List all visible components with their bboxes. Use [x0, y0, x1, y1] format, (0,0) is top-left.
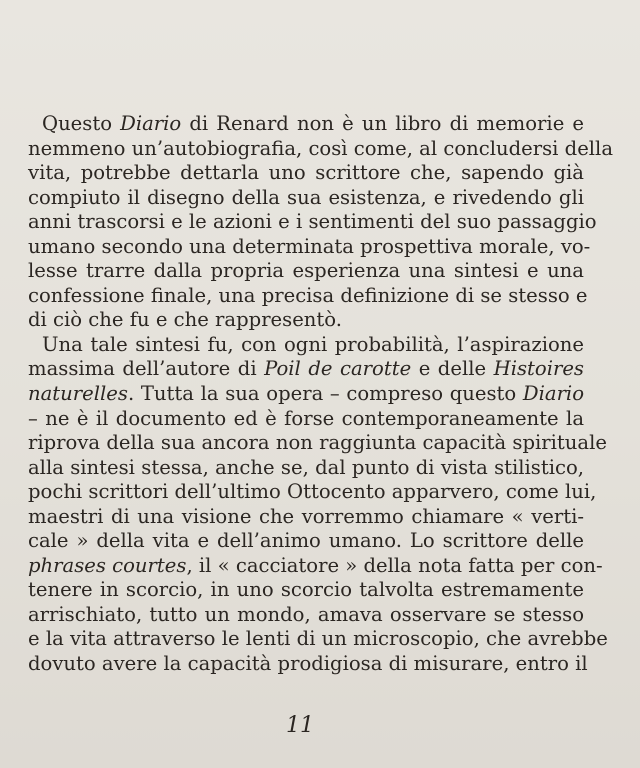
text-run: lesse trarre dalla propria esperienza una sintesi e una	[28, 259, 584, 283]
text-run: Questo	[42, 112, 121, 135]
text-run: riprova della sua ancora non raggiunta capacità spirituale	[28, 431, 607, 455]
text-run: di ciò che fu e che rappresentò.	[28, 308, 342, 332]
text-line	[28, 652, 588, 677]
text-run: vita, potrebbe dettarla uno scrittore che, sapendo già	[28, 161, 584, 185]
text-run: e delle	[411, 357, 494, 381]
text-line	[28, 431, 607, 456]
text-line	[28, 553, 603, 579]
text-run: e la vita attraverso le lenti di un microscopio, che avrebbe	[28, 627, 608, 651]
text-run: compiuto il disegno della sua esistenza, e rivedendo gli	[28, 185, 584, 209]
text-run: maestri di una visione che vorremmo chiamare « verti-	[28, 504, 584, 528]
text-run: cale » della vita e dell’animo umano. Lo scrittore delle	[28, 529, 584, 553]
text-run: confessione finale, una precisa definizione di se stesso e	[28, 283, 588, 307]
text-line	[28, 578, 584, 603]
italic-text: Diario	[522, 382, 584, 406]
text-run: pochi scrittori dell’ultimo Ottocento apparvero, come lui,	[28, 480, 597, 504]
text-line	[28, 382, 584, 407]
italic-text: Histoires	[493, 357, 584, 381]
text-run: alla sintesi stessa, anche se, dal punto di vista stilistico,	[28, 455, 584, 479]
text-line	[28, 259, 584, 284]
body-text	[28, 112, 614, 677]
text-run: arrischiato, tutto un mondo, amava osservare se stesso	[28, 602, 584, 626]
text-line	[28, 112, 584, 137]
italic-text: Poil de carotte	[264, 357, 412, 381]
text-run: . Tutta la sua opera – compreso questo	[127, 382, 523, 406]
text-line	[28, 407, 584, 432]
text-line	[28, 210, 597, 235]
text-run: – ne è il documento ed è forse contemporaneamente la	[28, 406, 584, 430]
text-line	[28, 333, 584, 358]
text-line	[28, 529, 584, 554]
text-line	[28, 186, 584, 211]
text-run: di Renard non è un libro di memorie e	[181, 112, 585, 135]
text-run: tenere in scorcio, in uno scorcio talvolta estremamente	[28, 578, 584, 602]
text-run: dovuto avere la capacità prodigiosa di misurare, entro il	[28, 652, 588, 676]
paragraph	[28, 332, 608, 677]
text-line	[28, 161, 584, 186]
text-line	[28, 627, 608, 652]
text-line	[28, 456, 584, 481]
italic-text: phrases courtes	[28, 553, 187, 577]
text-line	[28, 283, 588, 309]
text-line	[28, 480, 597, 505]
text-run: Una tale sintesi fu, con ogni probabilità, l’aspirazione	[42, 332, 584, 356]
text-line	[28, 136, 614, 162]
paragraph	[28, 112, 614, 333]
text-line	[28, 603, 584, 628]
text-run: umano secondo una determinata prospettiva morale, vo-	[28, 234, 591, 258]
text-line	[28, 505, 584, 530]
text-line	[28, 308, 584, 333]
text-line	[28, 357, 584, 382]
text-run: nemmeno un’autobiografia, così come, al concludersi della	[28, 136, 614, 160]
page-number: 11	[286, 713, 314, 738]
text-run: anni trascorsi e le azioni e i sentimenti del suo passaggio	[28, 210, 597, 234]
italic-text: naturelles	[28, 382, 128, 406]
text-line	[28, 234, 591, 260]
text-run: massima dell’autore di	[28, 357, 265, 381]
text-run: , il « cacciatore » della nota fatta per con-	[186, 553, 603, 577]
italic-text: Diario	[120, 112, 182, 135]
